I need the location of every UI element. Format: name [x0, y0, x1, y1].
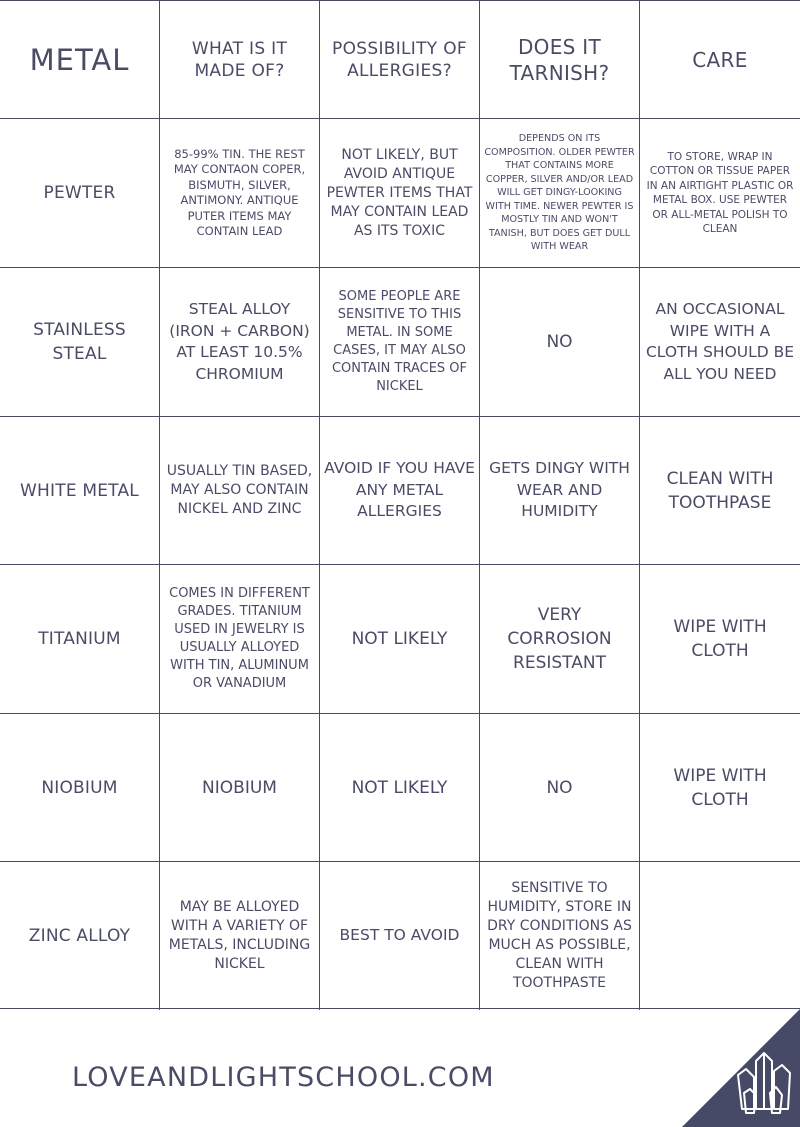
row-zinc-allergies: BEST TO AVOID [320, 862, 480, 1010]
row-titanium-tarnish: VERY CORROSION RESISTANT [480, 565, 640, 714]
header-metal: METAL [0, 1, 160, 119]
row-white-metal-made-of: USUALLY TIN BASED, MAY ALSO CONTAIN NICKEL AND ZINC [160, 417, 320, 565]
row-niobium-metal: NIOBIUM [0, 714, 160, 862]
header-care: CARE [640, 1, 800, 119]
row-pewter-allergies: NOT LIKELY, BUT AVOID ANTIQUE PEWTER ITEMS THAT MAY CONTAIN LEAD AS ITS TOXIC [320, 119, 480, 268]
row-zinc-care [640, 862, 800, 1010]
header-made-of: WHAT IS IT MADE OF? [160, 1, 320, 119]
row-titanium-made-of: COMES IN DIFFERENT GRADES. TITANIUM USED IN JEWELRY IS USUALLY ALLOYED WITH TIN, ALUMINUM OR VANADIUM [160, 565, 320, 714]
row-niobium-care: WIPE WITH CLOTH [640, 714, 800, 862]
header-allergies: POSSIBILITY OF ALLERGIES? [320, 1, 480, 119]
footer-website-url: LOVEANDLIGHTSCHOOL.COM [72, 1062, 495, 1093]
row-zinc-tarnish: SENSITIVE TO HUMIDITY, STORE IN DRY CONDITIONS AS MUCH AS POSSIBLE, CLEAN WITH TOOTHPASTE [480, 862, 640, 1010]
row-zinc-made-of: MAY BE ALLOYED WITH A VARIETY OF METALS, INCLUDING NICKEL [160, 862, 320, 1010]
row-niobium-made-of: NIOBIUM [160, 714, 320, 862]
crystal-cluster-icon [682, 1009, 800, 1127]
row-pewter-metal: PEWTER [0, 119, 160, 268]
row-stainless-made-of: STEAL ALLOY (IRON + CARBON) AT LEAST 10.5% CHROMIUM [160, 268, 320, 417]
row-stainless-tarnish: NO [480, 268, 640, 417]
row-stainless-care: AN OCCASIONAL WIPE WITH A CLOTH SHOULD BE ALL YOU NEED [640, 268, 800, 417]
row-pewter-care: TO STORE, WRAP IN COTTON OR TISSUE PAPER IN AN AIRTIGHT PLASTIC OR METAL BOX. USE PEWTER OR ALL-METAL POLISH TO CLEAN [640, 119, 800, 268]
row-niobium-tarnish: NO [480, 714, 640, 862]
row-pewter-tarnish: DEPENDS ON ITS COMPOSITION. OLDER PEWTER THAT CONTAINS MORE COPPER, SILVER AND/OR LEAD WILL GET DINGY-LOOKING WITH TIME. NEWER PEWTER IS MOSTLY TIN AND WON'T TANISH, BUT DOES GET DULL WITH WEAR [480, 119, 640, 268]
row-white-metal-metal: WHITE METAL [0, 417, 160, 565]
row-white-metal-care: CLEAN WITH TOOTHPASE [640, 417, 800, 565]
row-white-metal-tarnish: GETS DINGY WITH WEAR AND HUMIDITY [480, 417, 640, 565]
row-stainless-metal: STAINLESS STEAL [0, 268, 160, 417]
row-titanium-metal: TITANIUM [0, 565, 160, 714]
row-niobium-allergies: NOT LIKELY [320, 714, 480, 862]
header-tarnish: DOES IT TARNISH? [480, 1, 640, 119]
row-titanium-care: WIPE WITH CLOTH [640, 565, 800, 714]
row-white-metal-allergies: AVOID IF YOU HAVE ANY METAL ALLERGIES [320, 417, 480, 565]
row-pewter-made-of: 85-99% TIN. THE REST MAY CONTAON COPER, BISMUTH, SILVER, ANTIMONY. ANTIQUE PUTER ITEMS MAY CONTAIN LEAD [160, 119, 320, 268]
row-titanium-allergies: NOT LIKELY [320, 565, 480, 714]
row-zinc-metal: ZINC ALLOY [0, 862, 160, 1010]
row-stainless-allergies: SOME PEOPLE ARE SENSITIVE TO THIS METAL. IN SOME CASES, IT MAY ALSO CONTAIN TRACES OF NICKEL [320, 268, 480, 417]
